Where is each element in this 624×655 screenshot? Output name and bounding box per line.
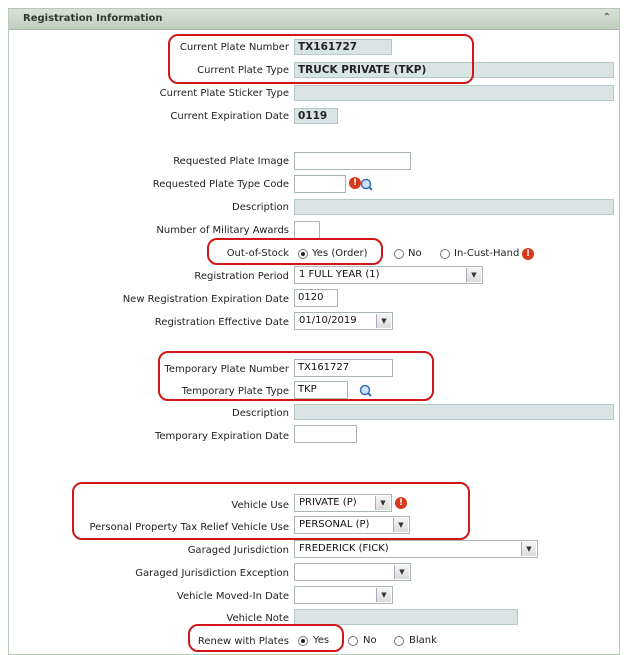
warning-icon: ! <box>349 177 361 189</box>
chevron-down-icon[interactable]: ▼ <box>393 518 408 532</box>
description-field <box>294 199 614 215</box>
out-of-stock-no-label: No <box>408 248 422 259</box>
requested-plate-type-code-label: Requested Plate Type Code <box>152 179 289 190</box>
warning-icon: ! <box>522 248 534 260</box>
out-of-stock-label: Out-of-Stock <box>226 248 289 259</box>
vehicle-moved-in-date-label: Vehicle Moved-In Date <box>176 591 289 602</box>
garaged-jurisdiction-label: Garaged Jurisdiction <box>187 545 289 556</box>
chevron-down-icon[interactable]: ▼ <box>376 314 391 328</box>
current-plate-sticker-type-label: Current Plate Sticker Type <box>159 88 289 99</box>
garaged-jurisdiction-value: FREDERICK (FICK) <box>299 543 389 554</box>
panel-header <box>9 9 619 30</box>
garaged-jurisdiction-exception-label: Garaged Jurisdiction Exception <box>135 568 289 579</box>
temporary-expiration-date-input[interactable] <box>294 425 357 443</box>
out-of-stock-yes-label: Yes (Order) <box>312 248 368 259</box>
current-expiration-date-field: 0119 <box>294 108 338 124</box>
chevron-down-icon[interactable]: ▼ <box>376 588 391 602</box>
renew-with-plates-label: Renew with Plates <box>197 636 289 647</box>
current-plate-sticker-type-field <box>294 85 614 101</box>
temporary-description-field <box>294 404 614 420</box>
military-awards-label: Number of Military Awards <box>156 225 289 236</box>
current-plate-number-field: TX161727 <box>294 39 392 55</box>
out-of-stock-no-radio[interactable] <box>394 249 404 259</box>
current-plate-number-label: Current Plate Number <box>179 42 289 53</box>
new-registration-expiration-date-input[interactable]: 0120 <box>294 289 338 307</box>
highlight-temporary-plate <box>158 351 434 401</box>
military-awards-input[interactable] <box>294 221 320 239</box>
chevron-down-icon[interactable]: ▼ <box>394 565 409 579</box>
requested-plate-type-code-input[interactable] <box>294 175 346 193</box>
current-expiration-date-label: Current Expiration Date <box>170 111 289 122</box>
registration-period-label: Registration Period <box>194 271 289 282</box>
chevron-down-icon[interactable]: ▼ <box>375 496 390 510</box>
vehicle-use-value: PRIVATE (P) <box>299 497 357 508</box>
out-of-stock-in-cust-hand-radio[interactable] <box>440 249 450 259</box>
highlight-renew-with-plates <box>188 624 344 652</box>
highlight-vehicle-use <box>72 482 470 540</box>
garaged-jurisdiction-select[interactable] <box>294 540 538 558</box>
temporary-expiration-date-label: Temporary Expiration Date <box>154 431 289 442</box>
temporary-plate-type-input[interactable]: TKP <box>294 381 348 399</box>
current-plate-type-field: TRUCK PRIVATE (TKP) <box>294 62 614 78</box>
renew-blank-radio[interactable] <box>394 636 404 646</box>
personal-property-tax-label: Personal Property Tax Relief Vehicle Use <box>89 522 289 533</box>
vehicle-note-label: Vehicle Note <box>226 613 289 624</box>
registration-period-value: 1 FULL YEAR (1) <box>299 269 380 280</box>
renew-blank-label: Blank <box>409 635 437 646</box>
requested-plate-image-input[interactable] <box>294 152 411 170</box>
vehicle-use-label: Vehicle Use <box>231 500 289 511</box>
requested-plate-image-label: Requested Plate Image <box>173 156 289 167</box>
temporary-plate-type-label: Temporary Plate Type <box>181 386 289 397</box>
temporary-plate-number-label: Temporary Plate Number <box>164 364 289 375</box>
panel-title: Registration Information <box>23 13 163 24</box>
search-icon[interactable] <box>360 178 373 191</box>
vehicle-note-field <box>294 609 518 625</box>
renew-no-label: No <box>363 635 377 646</box>
chevron-down-icon[interactable]: ▼ <box>466 268 481 282</box>
highlight-out-of-stock <box>207 238 383 265</box>
registration-effective-date-value: 01/10/2019 <box>299 315 357 326</box>
temporary-description-label: Description <box>232 408 289 419</box>
personal-property-tax-value: PERSONAL (P) <box>299 519 370 530</box>
registration-effective-date-select[interactable] <box>294 312 393 330</box>
new-registration-expiration-date-label: New Registration Expiration Date <box>122 294 289 305</box>
registration-period-select[interactable] <box>294 266 483 284</box>
chevron-down-icon[interactable]: ▼ <box>521 542 536 556</box>
registration-effective-date-label: Registration Effective Date <box>154 317 289 328</box>
renew-yes-label: Yes <box>313 635 330 646</box>
highlight-current-plate <box>168 34 474 84</box>
current-plate-type-label: Current Plate Type <box>197 65 289 76</box>
out-of-stock-in-cust-hand-label: In-Cust-Hand <box>454 248 520 259</box>
vehicle-moved-in-date-select[interactable] <box>294 586 393 604</box>
description-label: Description <box>232 202 289 213</box>
garaged-jurisdiction-exception-select[interactable] <box>294 563 411 581</box>
renew-no-radio[interactable] <box>348 636 358 646</box>
warning-icon: ! <box>395 497 407 509</box>
temporary-plate-number-input[interactable]: TX161727 <box>294 359 393 377</box>
double-chevron-up-icon[interactable]: ⌃ <box>602 12 611 23</box>
